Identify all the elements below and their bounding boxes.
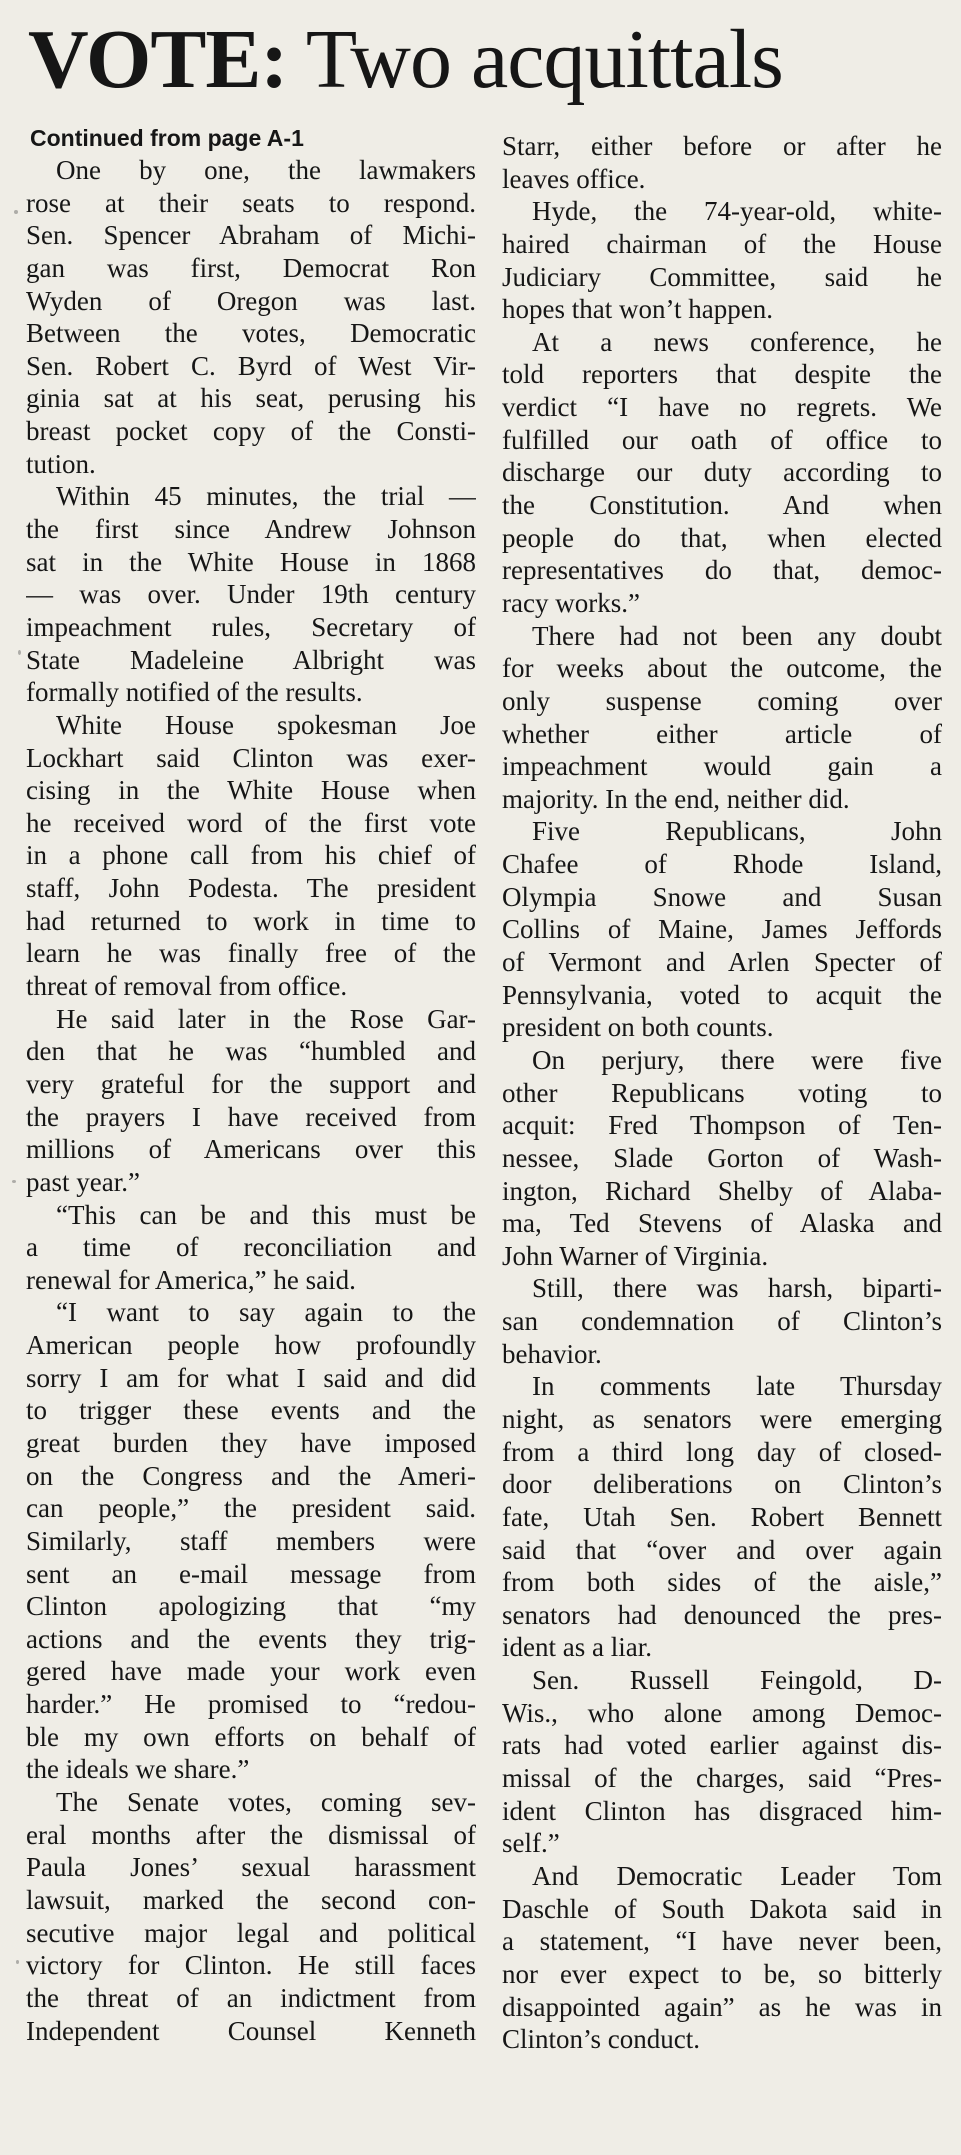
- article-column-right: [502, 130, 942, 2056]
- article-text-line: from a third long day of closed-: [502, 1436, 942, 1467]
- article-text-line: majority. In the end, neither did.: [502, 783, 850, 814]
- article-text-line: on the Congress and the Ameri-: [26, 1460, 476, 1491]
- article-text-line: cising in the White House when: [26, 775, 476, 806]
- article-text-line: Five Republicans, John: [532, 816, 942, 847]
- article-column-left: [26, 122, 476, 2047]
- article-text-line: nessee, Slade Gorton of Wash-: [502, 1142, 942, 1173]
- article-text-line: self.”: [502, 1828, 560, 1859]
- article-text-line: sent an e-mail message from: [26, 1558, 476, 1589]
- continued-label: Continued from page A-1: [30, 125, 304, 151]
- article-text-line: breast pocket copy of the Consti-: [26, 416, 476, 447]
- article-text-line: formally notified of the results.: [26, 677, 363, 708]
- article-text-line: of Vermont and Arlen Specter of: [502, 947, 942, 978]
- article-text-line: The Senate votes, coming sev-: [56, 1787, 476, 1818]
- article-text-line: the prayers I have received from: [26, 1101, 476, 1132]
- article-text-line: president on both counts.: [502, 1012, 774, 1043]
- article-text-line: said that “over and over again: [502, 1534, 942, 1565]
- article-text-line: learn he was finally free of the: [26, 938, 476, 969]
- print-speck: [12, 1180, 16, 1183]
- article-text-line: Similarly, staff members were: [26, 1525, 476, 1556]
- article-text-line: behavior.: [502, 1338, 602, 1369]
- article-text-line: Paula Jones’ sexual harassment: [26, 1852, 476, 1883]
- article-text-line: had returned to work in time to: [26, 905, 476, 936]
- article-text-line: fate, Utah Sen. Robert Bennett: [502, 1501, 942, 1532]
- article-text-line: And Democratic Leader Tom: [532, 1860, 942, 1891]
- article-text-line: told reporters that despite the: [502, 359, 942, 390]
- article-text-line: great burden they have imposed: [26, 1427, 476, 1458]
- article-text-line: American people how profoundly: [26, 1330, 476, 1361]
- article-text-line: Clinton’s conduct.: [502, 2024, 700, 2055]
- article-text-line: a time of reconciliation and: [26, 1232, 476, 1263]
- article-text-line: he received word of the first vote: [26, 807, 476, 838]
- article-text-line: ington, Richard Shelby of Alaba-: [502, 1175, 942, 1206]
- article-text-line: millions of Americans over this: [26, 1134, 476, 1165]
- article-text-line: door deliberations on Clinton’s: [502, 1469, 942, 1500]
- print-speck: [14, 210, 18, 214]
- print-speck: [18, 650, 21, 655]
- article-text-line: There had not been any doubt: [532, 620, 942, 651]
- article-text-line: can people,” the president said.: [26, 1493, 476, 1524]
- article-text-line: representatives do that, democ-: [502, 555, 942, 586]
- article-text-line: staff, John Podesta. The president: [26, 873, 476, 904]
- article-text-line: whether either article of: [502, 718, 942, 749]
- article-text-line: threat of removal from office.: [26, 971, 348, 1002]
- article-text-line: the Constitution. And when: [502, 490, 942, 521]
- article-text-line: “This can be and this must be: [56, 1199, 476, 1230]
- article-text-line: the threat of an indictment from: [26, 1982, 476, 2013]
- article-text-line: impeachment rules, Secretary of: [26, 611, 476, 642]
- headline: [28, 10, 948, 110]
- article-text-line: a statement, “I have never been,: [502, 1926, 942, 1957]
- article-text-line: Clinton apologizing that “my: [26, 1591, 476, 1622]
- article-text-line: fulfilled our oath of office to: [502, 424, 942, 455]
- article-text-line: ident as a liar.: [502, 1632, 652, 1663]
- article-text-line: In comments late Thursday: [532, 1371, 942, 1402]
- article-text-line: At a news conference, he: [532, 326, 942, 357]
- article-text-line: Lockhart said Clinton was exer-: [26, 742, 476, 773]
- article-text-line: Between the votes, Democratic: [26, 318, 476, 349]
- article-text-line: from both sides of the aisle,”: [502, 1567, 942, 1598]
- article-text-line: discharge our duty according to: [502, 457, 942, 488]
- article-text-line: Collins of Maine, James Jeffords: [502, 914, 942, 945]
- article-text-line: past year.”: [26, 1166, 140, 1197]
- article-text-line: leaves office.: [502, 163, 646, 194]
- article-text-line: sat in the White House in 1868: [26, 546, 476, 577]
- article-text-line: racy works.”: [502, 587, 640, 618]
- article-text-line: missal of the charges, said “Pres-: [502, 1763, 942, 1794]
- article-text-line: senators had denounced the pres-: [502, 1599, 942, 1630]
- article-text-line: the first since Andrew Johnson: [26, 514, 476, 545]
- headline-slug: VOTE:: [28, 13, 288, 106]
- article-text-line: actions and the events they trig-: [26, 1623, 476, 1654]
- article-text-line: to trigger these events and the: [26, 1395, 476, 1426]
- article-text-line: night, as senators were emerging: [502, 1403, 942, 1434]
- article-text-line: ble my own efforts on behalf of: [26, 1721, 476, 1752]
- article-text-line: On perjury, there were five: [532, 1044, 942, 1075]
- article-text-line: in a phone call from his chief of: [26, 840, 476, 871]
- article-text-line: Starr, either before or after he: [502, 131, 942, 161]
- article-text-line: tution.: [26, 448, 96, 479]
- article-text-line: sorry I am for what I said and did: [26, 1362, 476, 1393]
- article-text-line: Pennsylvania, voted to acquit the: [502, 979, 942, 1010]
- article-text-line: acquit: Fred Thompson of Ten-: [502, 1110, 942, 1141]
- article-text-line: Sen. Robert C. Byrd of West Vir-: [26, 350, 476, 381]
- article-text-line: hopes that won’t happen.: [502, 294, 773, 325]
- article-text-line: den that he was “humbled and: [26, 1036, 476, 1067]
- article-text-line: eral months after the dismissal of: [26, 1819, 476, 1850]
- article-text-line: ma, Ted Stevens of Alaska and: [502, 1208, 942, 1239]
- article-text-line: victory for Clinton. He still faces: [26, 1950, 476, 1981]
- article-text-line: the ideals we share.”: [26, 1754, 250, 1785]
- article-text-line: verdict “I have no regrets. We: [502, 392, 942, 423]
- article-text-line: ident Clinton has disgraced him-: [502, 1795, 942, 1826]
- print-speck: [16, 1960, 19, 1964]
- article-text-line: Within 45 minutes, the trial —: [56, 481, 476, 512]
- article-text-line: Sen. Russell Feingold, D-: [532, 1665, 942, 1696]
- article-text-line: people do that, when elected: [502, 522, 942, 553]
- article-text-line: Daschle of South Dakota said in: [502, 1893, 942, 1924]
- article-text-line: Chafee of Rhode Island,: [502, 849, 942, 880]
- article-text-line: Independent Counsel Kenneth: [26, 2015, 476, 2046]
- article-text-line: Still, there was harsh, biparti-: [532, 1273, 942, 1304]
- article-text-line: renewal for America,” he said.: [26, 1264, 356, 1295]
- article-text-line: gered have made your work even: [26, 1656, 476, 1687]
- article-text-line: nor ever expect to be, so bitterly: [502, 1958, 942, 1989]
- article-text-line: ginia sat at his seat, perusing his: [26, 383, 476, 414]
- article-text-line: lawsuit, marked the second con-: [26, 1884, 476, 1915]
- article-text-line: rose at their seats to respond.: [26, 187, 476, 218]
- article-text-line: only suspense coming over: [502, 685, 942, 716]
- article-text-line: harder.” He promised to “redou-: [26, 1689, 476, 1720]
- article-text-line: very grateful for the support and: [26, 1068, 476, 1099]
- article-text-line: san condemnation of Clinton’s: [502, 1306, 942, 1337]
- article-text-line: State Madeleine Albright was: [26, 644, 476, 675]
- article-text-line: Wyden of Oregon was last.: [26, 285, 476, 316]
- article-text-line: other Republicans voting to: [502, 1077, 942, 1108]
- article-text-line: “I want to say again to the: [56, 1297, 476, 1328]
- article-text-line: Wis., who alone among Democ-: [502, 1697, 942, 1728]
- article-text-line: disappointed again” as he was in: [502, 1991, 942, 2022]
- article-text-line: for weeks about the outcome, the: [502, 653, 942, 684]
- article-text-line: rats had voted earlier against dis-: [502, 1730, 942, 1761]
- article-text-line: gan was first, Democrat Ron: [26, 252, 476, 283]
- article-text-line: He said later in the Rose Gar-: [56, 1003, 476, 1034]
- article-text-line: Hyde, the 74-year-old, white-: [532, 196, 942, 227]
- article-text-line: One by one, the lawmakers: [56, 155, 476, 185]
- article-text-line: impeachment would gain a: [502, 751, 942, 782]
- article-text-line: haired chairman of the House: [502, 228, 942, 259]
- article-text-line: John Warner of Virginia.: [502, 1240, 769, 1271]
- article-text-line: secutive major legal and political: [26, 1917, 476, 1948]
- article-text-line: — was over. Under 19th century: [26, 579, 476, 610]
- article-text-line: Sen. Spencer Abraham of Michi-: [26, 220, 476, 251]
- article-text-line: Olympia Snowe and Susan: [502, 881, 942, 912]
- headline-text: Two acquittals: [305, 13, 783, 106]
- article-text-line: White House spokesman Joe: [56, 709, 476, 740]
- article-text-line: Judiciary Committee, said he: [502, 261, 942, 292]
